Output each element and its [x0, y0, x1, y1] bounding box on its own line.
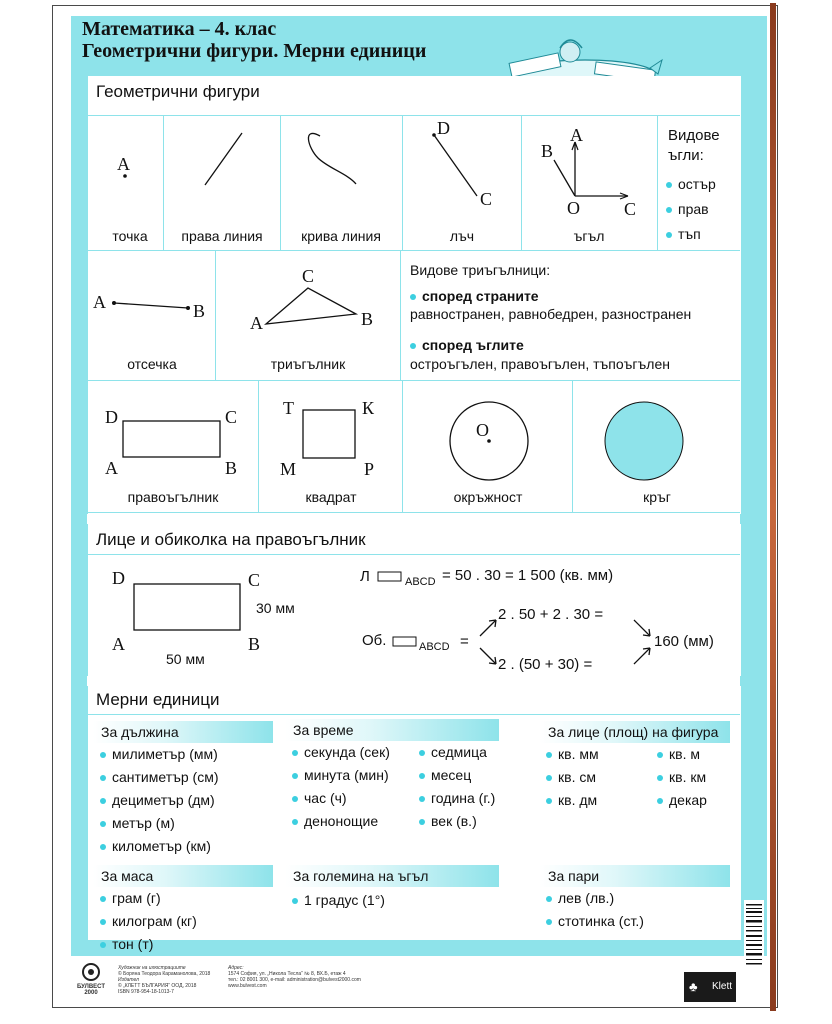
unit-label: 1 градус (1°) [304, 892, 385, 908]
bullet-icon [419, 819, 425, 825]
bullet-icon [410, 343, 416, 349]
point-shape [120, 172, 130, 182]
bullet-icon [292, 819, 298, 825]
area-formula: = 50 . 30 = 1 500 (кв. мм) [442, 567, 614, 584]
bullet-icon [292, 898, 298, 904]
square-bl-label: М [280, 459, 297, 479]
rectangle-caption: правоъгълник [127, 489, 219, 505]
bullet-icon [657, 798, 663, 804]
triangle-shape [262, 284, 362, 330]
unit-label: век (в.) [431, 813, 477, 829]
triangle-caption: триъгълник [270, 356, 346, 372]
list-item [546, 792, 597, 808]
list-item [419, 767, 471, 783]
bullet-icon [292, 796, 298, 802]
barcode-icon [744, 900, 764, 970]
unit-label: кв. км [669, 769, 707, 785]
time-units-header: За време [285, 719, 499, 741]
area-rect-br-label: B [248, 634, 261, 654]
cell-divider [400, 250, 401, 380]
list-item [419, 790, 495, 806]
cell-divider [280, 115, 281, 250]
bullet-icon [100, 798, 106, 804]
arrow-icon [476, 612, 500, 672]
perimeter-expr2: 2 . (50 + 30) = [498, 656, 593, 673]
rectangle-shape [122, 420, 222, 460]
segment-caption: отсечка [127, 356, 177, 372]
address-title: Адрес: [228, 965, 244, 971]
klett-mark-icon: ♣ [689, 979, 698, 994]
angle-shape [550, 140, 640, 210]
angle-extra-label: B [541, 141, 554, 161]
triangle-by-sides-label [410, 288, 539, 304]
square-tr-label: К [362, 398, 375, 418]
perimeter-abcd-subscript: ABCD [419, 641, 450, 653]
segment-shape [110, 298, 194, 312]
unit-label: кв. м [669, 746, 700, 762]
rectangle-symbol-icon [392, 636, 418, 648]
bulvest-logo-icon [78, 962, 104, 982]
list-item [657, 769, 706, 785]
money-units-header: За пари [540, 865, 730, 887]
list-item [100, 769, 218, 785]
triangle-c-label: C [302, 266, 315, 286]
bullet-icon [419, 796, 425, 802]
row-divider [87, 250, 740, 251]
triangle-types-title: Видове триъгълници: [410, 262, 551, 278]
bullet-icon [546, 896, 552, 902]
page-title-line1: Математика – 4. клас [82, 18, 277, 40]
unit-label: дециметър (дм) [112, 792, 215, 808]
bullet-icon [100, 775, 106, 781]
list-item [419, 744, 487, 760]
unit-label: метър (м) [112, 815, 175, 831]
title-underline [87, 714, 740, 715]
square-tl-label: T [283, 398, 294, 418]
geometry-section-title: Геометрични фигури [96, 82, 260, 101]
poster-edge [770, 3, 776, 1011]
list-item [100, 936, 153, 952]
list-item [292, 892, 385, 908]
unit-label: километър (км) [112, 838, 211, 854]
bullet-icon [100, 821, 106, 827]
segment-b-label: B [193, 301, 206, 321]
area-prefix: Л [360, 568, 370, 585]
unit-label: грам (г) [112, 890, 161, 906]
angle-vertex-label: O [567, 198, 580, 218]
cell-divider [402, 380, 403, 512]
unit-label: кв. дм [558, 792, 598, 808]
area-rectangle-shape [133, 583, 243, 633]
units-section-title: Мерни единици [96, 690, 220, 709]
title-underline [87, 554, 740, 555]
angle-caption: ъгъл [573, 228, 605, 244]
bullet-icon [100, 844, 106, 850]
list-item [292, 813, 378, 829]
list-item [292, 744, 390, 760]
unit-label: минута (мин) [304, 767, 389, 783]
area-side-height: 30 мм [256, 600, 295, 616]
cell-divider [215, 250, 216, 380]
bullet-icon [666, 182, 672, 188]
list-item [100, 792, 215, 808]
bullet-icon [657, 752, 663, 758]
segment-a-label: A [93, 292, 106, 312]
cell-divider [258, 380, 259, 512]
unit-label: денонощие [304, 813, 379, 829]
row-divider [87, 512, 740, 513]
credit2-title: Издател [118, 977, 139, 983]
angle-type-label: остър [678, 176, 716, 192]
area-units-header: За лице (площ) на фигура [540, 721, 730, 743]
square-shape [302, 409, 358, 461]
square-caption: квадрат [305, 489, 357, 505]
list-item [657, 792, 707, 808]
length-units-header: За дължина [93, 721, 273, 743]
bullet-icon [546, 775, 552, 781]
angle-type-label: прав [678, 201, 709, 217]
unit-label: час (ч) [304, 790, 347, 806]
perimeter-expr1: 2 . 50 + 2 . 30 = [498, 606, 604, 623]
by-sides-label: според страните [422, 288, 539, 304]
list-item [292, 767, 389, 783]
rectangle-symbol-icon [377, 571, 403, 583]
area-section-title: Лице и обиколка на правоъгълник [96, 530, 366, 549]
angle-arm1-label: A [570, 125, 583, 145]
bullet-icon [100, 752, 106, 758]
klett-logo [684, 972, 736, 1002]
cell-divider [521, 115, 522, 250]
triangle-by-angles-values: остроъгълен, правоъгълен, тъпоъгълен [410, 356, 670, 372]
bullet-icon [657, 775, 663, 781]
bullet-icon [100, 919, 106, 925]
angle-type-item [666, 201, 709, 217]
ray-shape [430, 130, 490, 205]
cyan-frame-left [71, 16, 87, 956]
ray-caption: лъч [449, 228, 475, 244]
triangle-by-sides-values: равностранен, равнобедрен, разностранен [410, 306, 692, 322]
area-abcd-subscript: ABCD [405, 576, 436, 588]
arrow-icon [630, 612, 656, 672]
list-item [546, 769, 596, 785]
unit-label: година (г.) [431, 790, 496, 806]
triangle-a-label: A [250, 313, 263, 333]
area-rect-tr-label: C [248, 570, 261, 590]
unit-label: лев (лв.) [558, 890, 615, 906]
perimeter-result: 160 (мм) [654, 633, 714, 650]
cell-divider [572, 380, 573, 512]
unit-label: сантиметър (см) [112, 769, 219, 785]
bullet-icon [546, 798, 552, 804]
area-side-width: 50 мм [166, 651, 205, 667]
cell-divider [163, 115, 164, 250]
bullet-icon [100, 896, 106, 902]
address-line2: тел.: 02 8001 300, e-mail: administration@bulvest2000.com [228, 977, 361, 983]
list-item [292, 790, 347, 806]
bullet-icon [410, 294, 416, 300]
unit-label: тон (т) [112, 936, 154, 952]
unit-label: стотинка (ст.) [558, 913, 644, 929]
perimeter-equals: = [460, 633, 469, 650]
unit-label: кв. мм [558, 746, 599, 762]
circle-shape [603, 400, 687, 484]
point-caption: точка [112, 228, 148, 244]
klett-logo-text: Klett [711, 981, 732, 992]
ray-start-label: D [437, 118, 450, 138]
angle-types-title: Видове ъгли: [668, 127, 720, 164]
angle-type-label: тъп [678, 226, 701, 242]
cyan-frame-bottom [71, 940, 767, 956]
list-item [657, 746, 700, 762]
isbn: ISBN 978-954-18-1013-7 [118, 989, 174, 995]
list-item [100, 838, 211, 854]
publisher-logo-text: БУЛВЕСТ 2000 [76, 984, 106, 996]
unit-label: милиметър (мм) [112, 746, 218, 762]
curved-line-caption: крива линия [301, 228, 381, 244]
unit-label: секунда (сек) [304, 744, 390, 760]
circumference-shape [448, 400, 532, 484]
list-item [100, 913, 197, 929]
ray-end-label: C [480, 189, 493, 209]
straight-line-caption: права линия [181, 228, 263, 244]
cyan-frame-right [740, 16, 767, 956]
rectangle-tl-label: D [105, 407, 118, 427]
triangle-by-angles-label [410, 337, 524, 353]
straight-line-shape [200, 130, 250, 190]
list-item [419, 813, 477, 829]
cell-divider [402, 115, 403, 250]
credit1: © Боряна Теодора Караманолова, 2018 [118, 971, 211, 977]
rectangle-br-label: B [225, 458, 238, 478]
bullet-icon [100, 942, 106, 948]
bullet-icon [292, 750, 298, 756]
list-item [100, 746, 218, 762]
circumference-caption: окръжност [453, 489, 523, 505]
row-divider [87, 115, 740, 116]
bullet-icon [292, 773, 298, 779]
angle-arm2-label: C [624, 199, 637, 219]
unit-label: килограм (кг) [112, 913, 197, 929]
page-title-line2: Геометрични фигури. Мерни единици [82, 40, 427, 62]
mass-units-header: За маса [93, 865, 273, 887]
cell-divider [657, 115, 658, 250]
by-angles-label: според ъглите [422, 337, 524, 353]
address-line1: 1574 София, ул. „Никола Тесла“ № 8, ВХ.Б, етаж 4 [228, 971, 346, 977]
circle-caption: кръг [643, 489, 671, 505]
list-item [546, 913, 644, 929]
bullet-icon [546, 752, 552, 758]
point-label: A [117, 154, 130, 174]
list-item [100, 815, 175, 831]
credit1-title: Художник на илюстрациите [118, 965, 186, 971]
list-item [100, 890, 161, 906]
row-divider [87, 380, 740, 381]
area-rect-tl-label: D [112, 568, 125, 588]
square-br-label: Р [364, 459, 375, 479]
unit-label: кв. см [558, 769, 596, 785]
area-rect-bl-label: A [112, 634, 125, 654]
circumference-center-label: O [476, 420, 489, 440]
bullet-icon [419, 750, 425, 756]
bullet-icon [419, 773, 425, 779]
unit-label: месец [431, 767, 472, 783]
list-item [546, 890, 614, 906]
unit-label: декар [669, 792, 707, 808]
unit-label: седмица [431, 744, 487, 760]
triangle-b-label: B [361, 309, 374, 329]
perimeter-prefix: Об. [362, 632, 387, 649]
bullet-icon [546, 919, 552, 925]
list-item [546, 746, 599, 762]
angle-units-header: За големина на ъгъл [285, 865, 499, 887]
address-line3: www.bulvest.com [228, 983, 267, 989]
angle-type-item [666, 176, 716, 192]
angle-type-item [666, 226, 701, 242]
curved-line-shape [300, 126, 370, 190]
rectangle-bl-label: A [105, 458, 118, 478]
rectangle-tr-label: C [225, 407, 238, 427]
bullet-icon [666, 207, 672, 213]
bullet-icon [666, 232, 672, 238]
credit2: © „КЛЕТТ БЪЛГАРИЯ“ ООД, 2018 [118, 983, 197, 989]
